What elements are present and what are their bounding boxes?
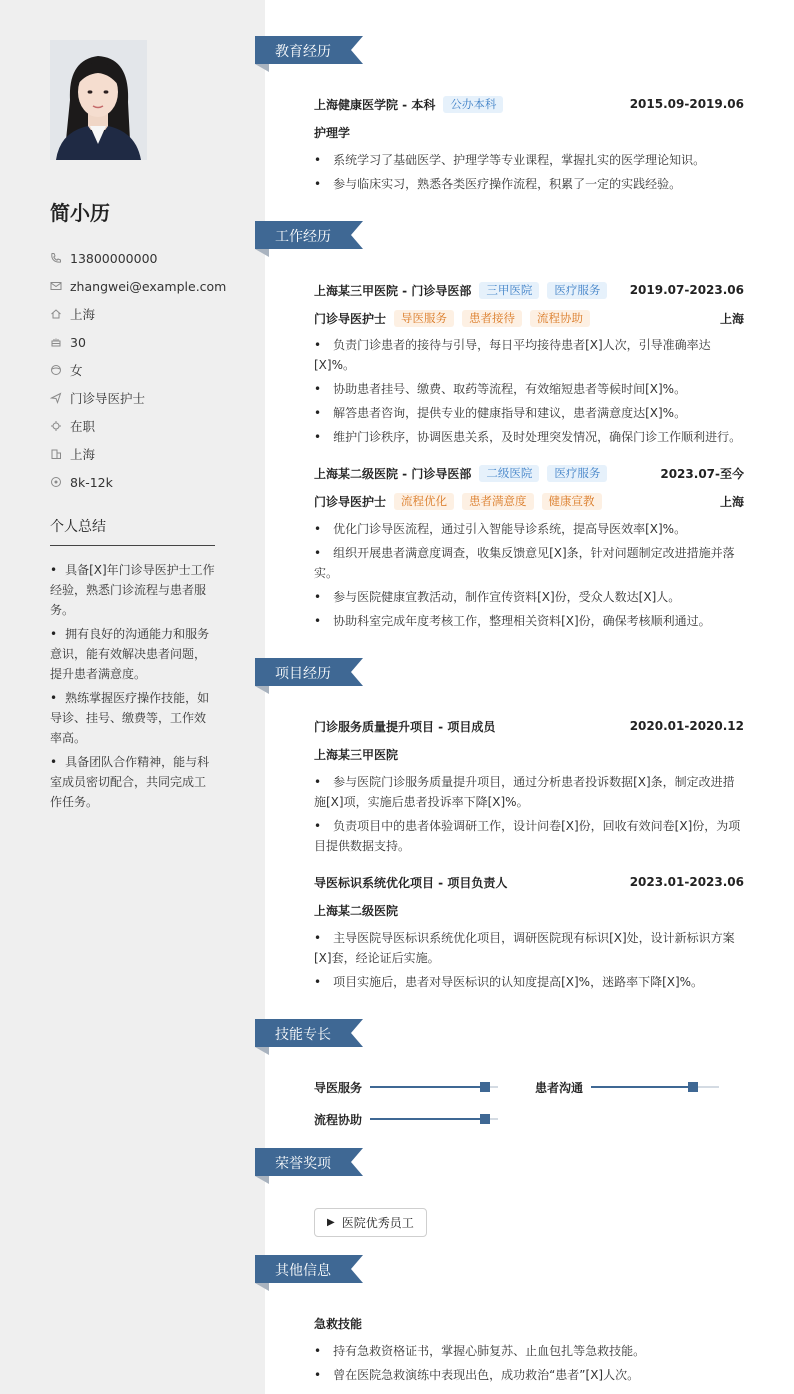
skill-name: 导医服务	[314, 1080, 363, 1095]
list-item: • 协助患者挂号、缴费、取药等流程，有效缩短患者等候时间[X]%。	[314, 379, 744, 399]
section-title: 荣誉奖项	[275, 1156, 331, 1172]
list-item: • 解答患者咨询，提供专业的健康指导和建议，患者满意度达[X]%。	[314, 403, 744, 423]
education-bullets	[314, 150, 744, 198]
project-date: 2020.01-2020.12	[629, 719, 744, 733]
job-role	[314, 491, 744, 511]
company-tag: 三甲医院	[479, 282, 539, 299]
gender-text: 女	[70, 363, 83, 378]
info-age	[50, 328, 250, 356]
summary-item: • 熟练掌握医疗操作技能，如导诊、挂号、缴费等，工作效率高。	[50, 688, 215, 748]
company-tag: 医疗服务	[547, 465, 607, 482]
info-gender	[50, 356, 250, 384]
project-bullets	[314, 772, 744, 860]
project-head	[314, 716, 744, 736]
avatar	[50, 40, 147, 160]
home-text: 上海	[70, 307, 96, 322]
section-awards	[255, 1148, 363, 1176]
email-icon	[50, 280, 62, 292]
ribbon-fold	[255, 64, 269, 72]
section-title: 其他信息	[275, 1263, 331, 1279]
summary-title: 个人总结	[50, 516, 215, 546]
summary-item: • 具备团队合作精神，能与科室成员密切配合，共同完成工作任务。	[50, 752, 215, 812]
job-role	[314, 308, 744, 328]
info-home	[50, 300, 250, 328]
info-phone	[50, 244, 250, 272]
job-location: 上海	[719, 494, 744, 509]
skill-bar	[370, 1086, 498, 1088]
section-education	[255, 36, 363, 64]
project-head	[314, 872, 744, 892]
skill-bar-fill	[591, 1086, 693, 1088]
section-title: 工作经历	[275, 229, 331, 245]
list-item: • 优化门诊导医流程，通过引入智能导诊系统，提高导医效率[X]%。	[314, 519, 744, 539]
contact-info	[50, 244, 250, 496]
ribbon-fold	[255, 1176, 269, 1184]
summary-item: • 具备[X]年门诊导医护士工作经验，熟悉门诊流程与患者服务。	[50, 560, 215, 620]
ribbon-fold	[255, 686, 269, 694]
education-major	[314, 122, 744, 142]
list-item: • 参与医院健康宣教活动，制作宣传资料[X]份，受众人数达[X]人。	[314, 587, 744, 607]
school-name: 上海健康医学院 - 本科	[314, 97, 436, 112]
summary-item: • 拥有良好的沟通能力和服务意识，能有效解决患者问题，提升患者满意度。	[50, 624, 215, 684]
list-item: • 项目实施后，患者对导医标识的认知度提高[X]%，迷路率下降[X]%。	[314, 972, 744, 992]
list-item: • 系统学习了基础医学、护理学等专业课程，掌握扎实的医学理论知识。	[314, 150, 744, 170]
info-job	[50, 384, 250, 412]
award-text: 医院优秀员工	[341, 1216, 414, 1230]
list-item: • 参与医院门诊服务质量提升项目，通过分析患者投诉数据[X]条，制定改进措施[X]项，实施后患者投诉率下降[X]%。	[314, 772, 744, 812]
skill-item	[535, 1077, 719, 1097]
skill-item	[314, 1077, 498, 1097]
skill-item	[314, 1109, 498, 1129]
section-title: 技能专长	[275, 1027, 331, 1043]
info-email	[50, 272, 250, 300]
list-item: • 曾在医院急救演练中表现出色，成功救治“患者”[X]人次。	[314, 1365, 744, 1385]
phone-icon	[50, 252, 62, 264]
job-icon	[50, 392, 62, 404]
role-text: 门诊导医护士	[314, 494, 387, 509]
job-head	[314, 463, 744, 483]
org-text: 上海某二级医院	[314, 903, 399, 918]
summary-list	[50, 560, 215, 816]
school-tag: 公办本科	[443, 96, 503, 113]
list-item: • 参与临床实习，熟悉各类医疗操作流程，积累了一定的实践经验。	[314, 174, 744, 194]
role-text: 门诊导医护士	[314, 311, 387, 326]
company-tag: 二级医院	[479, 465, 539, 482]
job-date: 2023.07-至今	[660, 466, 744, 481]
role-tag: 患者满意度	[462, 493, 534, 510]
company-tag: 医疗服务	[547, 282, 607, 299]
salary-icon	[50, 476, 62, 488]
list-item: • 主导医院导医标识系统优化项目，调研医院现有标识[X]处，设计新标识方案[X]套，经论证后实施。	[314, 928, 744, 968]
status-text: 在职	[70, 419, 96, 434]
info-salary	[50, 468, 250, 496]
skill-bar-knob	[480, 1114, 490, 1124]
job-bullets	[314, 519, 744, 635]
other-subtitle-text: 急救技能	[314, 1316, 363, 1331]
skill-bar-fill	[370, 1086, 485, 1088]
list-item: • 负责项目中的患者体验调研工作，设计问卷[X]份，回收有效问卷[X]份，为项目提供数据支持。	[314, 816, 744, 856]
section-work	[255, 221, 363, 249]
project-org	[314, 744, 744, 764]
award-badge	[314, 1208, 427, 1237]
skill-bar-fill	[370, 1118, 485, 1120]
project-name: 导医标识系统优化项目 - 项目负责人	[314, 875, 508, 890]
age-text: 30	[70, 334, 86, 350]
section-title: 教育经历	[275, 44, 331, 60]
section-projects	[255, 658, 363, 686]
job-location: 上海	[719, 311, 744, 326]
other-subtitle	[314, 1313, 744, 1333]
city-icon	[50, 448, 62, 460]
project-bullets	[314, 928, 744, 996]
major-text: 护理学	[314, 125, 351, 140]
project-org	[314, 900, 744, 920]
age-icon	[50, 336, 62, 348]
education-date: 2015.09-2019.06	[629, 97, 744, 111]
role-tag: 患者接待	[462, 310, 522, 327]
list-item: • 组织开展患者满意度调查，收集反馈意见[X]条，针对问题制定改进措施并落实。	[314, 543, 744, 583]
info-city	[50, 440, 250, 468]
role-tag: 流程协助	[530, 310, 590, 327]
role-tag: 健康宣教	[542, 493, 602, 510]
phone-text: 13800000000	[70, 250, 158, 266]
status-icon	[50, 420, 62, 432]
play-triangle-icon: ▶	[327, 1217, 335, 1228]
education-head	[314, 94, 744, 114]
section-title: 项目经历	[275, 666, 331, 682]
org-text: 上海某三甲医院	[314, 747, 399, 762]
company-name: 上海某二级医院 - 门诊导医部	[314, 466, 472, 481]
job-head	[314, 280, 744, 300]
role-tag: 流程优化	[394, 493, 454, 510]
skill-name: 流程协助	[314, 1112, 363, 1127]
other-bullets	[314, 1341, 744, 1389]
skill-bar	[591, 1086, 719, 1088]
company-name: 上海某三甲医院 - 门诊导医部	[314, 283, 472, 298]
job-text: 门诊导医护士	[70, 391, 146, 406]
list-item: • 协助科室完成年度考核工作，整理相关资料[X]份，确保考核顺利通过。	[314, 611, 744, 631]
role-tag: 导医服务	[394, 310, 454, 327]
project-name: 门诊服务质量提升项目 - 项目成员	[314, 719, 496, 734]
job-date: 2019.07-2023.06	[629, 283, 744, 297]
ribbon-fold	[255, 249, 269, 257]
project-date: 2023.01-2023.06	[629, 875, 744, 889]
candidate-name: 简小历	[50, 201, 110, 225]
salary-text: 8k-12k	[70, 474, 113, 490]
list-item: • 维护门诊秩序，协调医患关系，及时处理突发情况，确保门诊工作顺利进行。	[314, 427, 744, 447]
list-item: • 持有急救资格证书，掌握心肺复苏、止血包扎等急救技能。	[314, 1341, 744, 1361]
info-status	[50, 412, 250, 440]
portrait-image	[50, 40, 147, 160]
skill-bar	[370, 1118, 498, 1120]
skill-bar-knob	[688, 1082, 698, 1092]
sidebar	[0, 0, 265, 1394]
city-text: 上海	[70, 447, 96, 462]
section-skills	[255, 1019, 363, 1047]
job-bullets	[314, 335, 744, 451]
email-text: zhangwei@example.com	[70, 278, 227, 294]
skill-bar-knob	[480, 1082, 490, 1092]
skill-name: 患者沟通	[535, 1080, 584, 1095]
ribbon-fold	[255, 1283, 269, 1291]
gender-icon	[50, 364, 62, 376]
list-item: • 负责门诊患者的接待与引导，每日平均接待患者[X]人次，引导准确率达[X]%。	[314, 335, 744, 375]
ribbon-fold	[255, 1047, 269, 1055]
section-other	[255, 1255, 363, 1283]
home-icon	[50, 308, 62, 320]
